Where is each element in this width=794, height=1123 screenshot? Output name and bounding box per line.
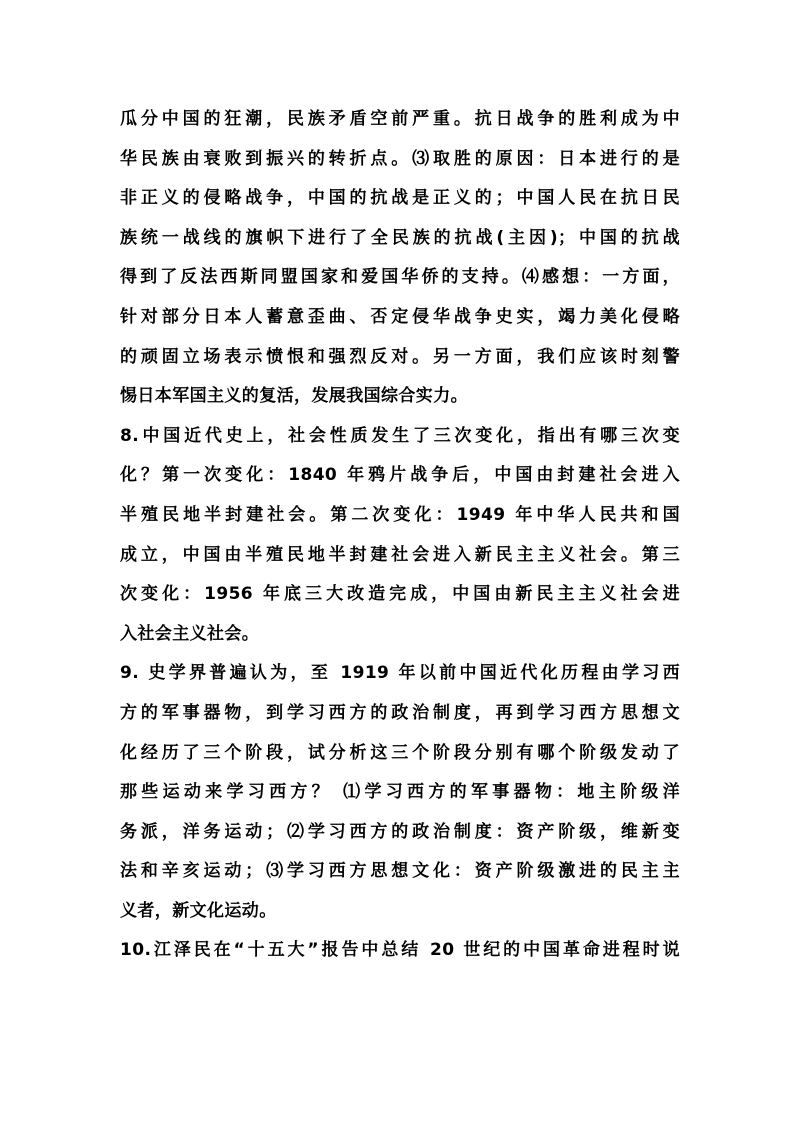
question-9-line: 9. 史学界普遍认为，至 1919 年以前中国近代化历程由学习西 xyxy=(120,663,680,684)
text-line: 华民族由衰败到振兴的转折点。⑶取胜的原因：日本进行的是 xyxy=(120,148,680,169)
text-line: 半殖民地半封建社会。第二次变化：1949 年中华人民共和国 xyxy=(120,504,680,525)
text-line: 化？第一次变化：1840 年鸦片战争后，中国由封建社会进入 xyxy=(120,465,680,486)
text-line: 义者，新文化运动。 xyxy=(120,900,277,921)
text-line: 族统一战线的旗帜下进行了全民族的抗战(主因)；中国的抗战 xyxy=(120,227,680,248)
text-line: 次变化：1956 年底三大改造完成，中国由新民主主义社会进 xyxy=(120,584,680,605)
text-line: 法和辛亥运动；⑶学习西方思想文化：资产阶级激进的民主主 xyxy=(120,861,680,882)
question-8-line: 8.中国近代史上，社会性质发生了三次变化，指出有哪三次变 xyxy=(120,425,680,446)
text-line: 成立，中国由半殖民地半封建社会进入新民主主义社会。第三 xyxy=(120,544,680,565)
text-line: 那些运动来学习西方？ ⑴学习西方的军事器物：地主阶级洋 xyxy=(120,782,680,803)
text-line: 瓜分中国的狂潮，民族矛盾空前严重。抗日战争的胜利成为中 xyxy=(120,109,680,129)
text-line: 针对部分日本人蓄意歪曲、否定侵华战争史实，竭力美化侵略 xyxy=(120,306,680,327)
text-line: 非正义的侵略战争，中国的抗战是正义的；中国人民在抗日民 xyxy=(120,188,680,209)
document-body xyxy=(120,100,680,971)
question-10-line: 10.江泽民在“十五大”报告中总结 20 世纪的中国革命进程时说 xyxy=(120,940,680,961)
text-line: 的顽固立场表示愤恨和强烈反对。另一方面，我们应该时刻警 xyxy=(120,346,680,367)
text-line: 得到了反法西斯同盟国家和爱国华侨的支持。⑷感想：一方面， xyxy=(120,267,680,288)
text-line: 惕日本军国主义的复活，发展我国综合实力。 xyxy=(120,386,468,407)
text-line: 化经历了三个阶段，试分析这三个阶段分别有哪个阶级发动了 xyxy=(120,742,680,763)
text-line: 入社会主义社会。 xyxy=(120,623,260,644)
text-line: 方的军事器物，到学习西方的政治制度，再到学习西方思想文 xyxy=(120,702,680,723)
text-line: 务派，洋务运动；⑵学习西方的政治制度：资产阶级，维新变 xyxy=(120,821,680,842)
